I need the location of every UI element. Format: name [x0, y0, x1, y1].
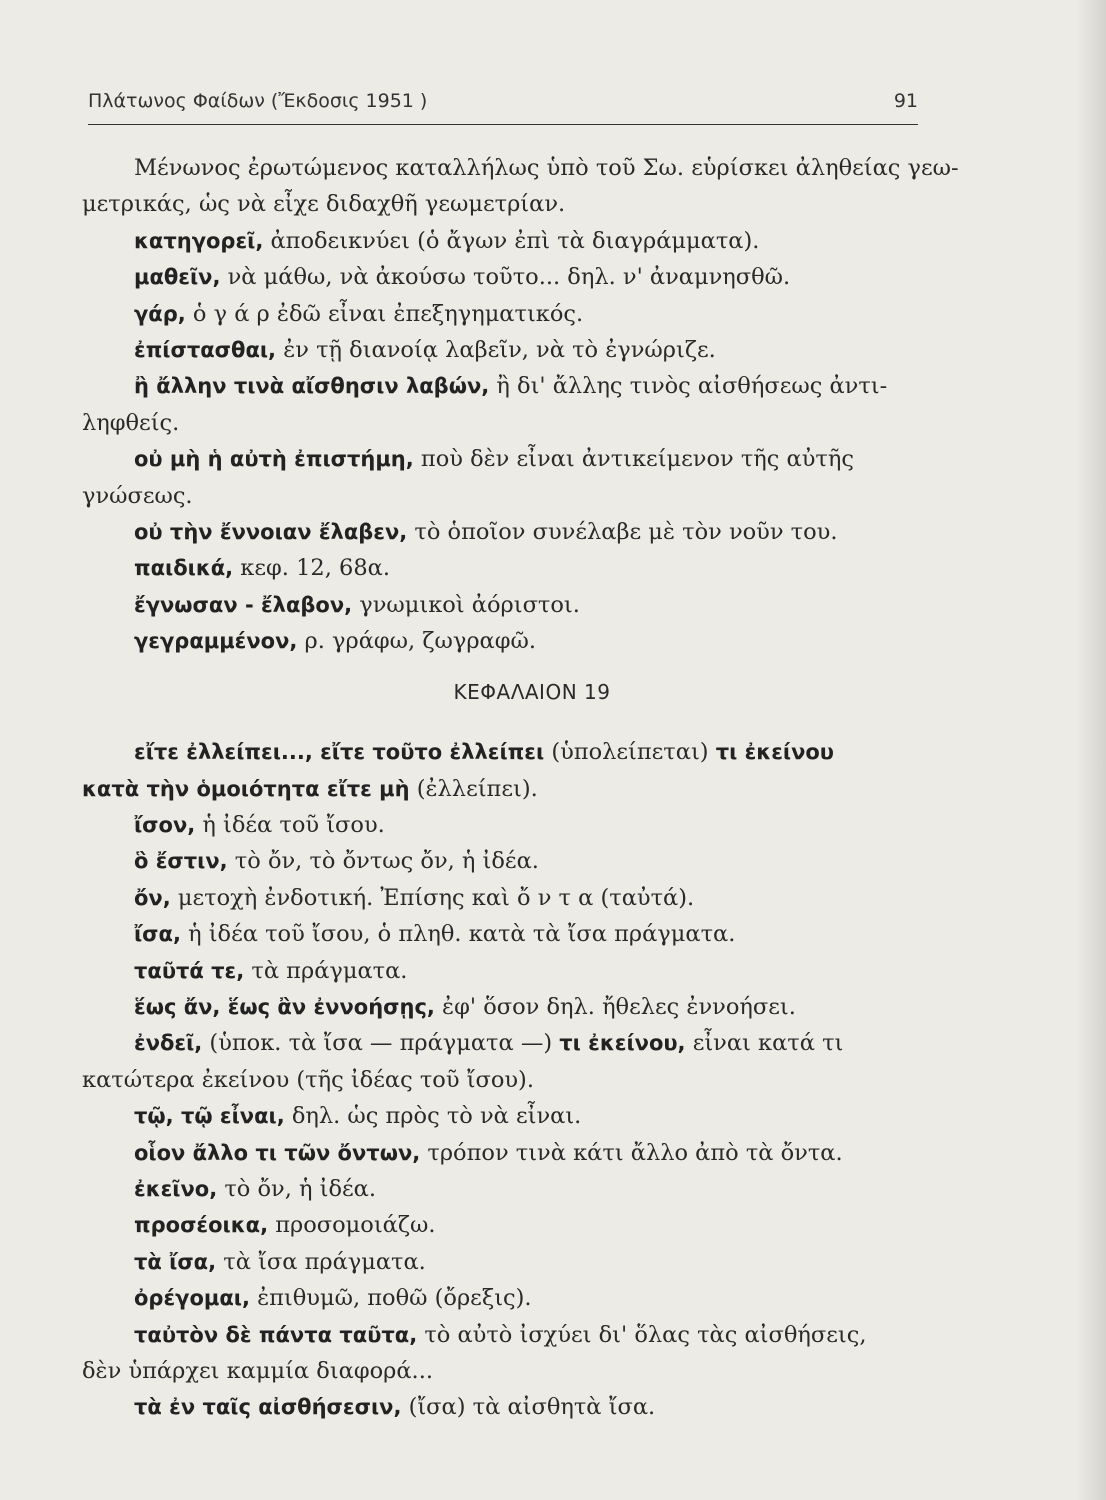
gloss-entry: [82, 1135, 922, 1171]
gloss-term: γάρ,: [134, 301, 186, 326]
gloss-entry: [82, 623, 922, 659]
gloss-definition: προσομοιάζω.: [268, 1212, 436, 1239]
gloss-entry: [82, 734, 922, 770]
gloss-definition: τὸ ὄν, τὸ ὄντως ὄν, ἡ ἰδέα.: [227, 848, 539, 875]
gloss-definition: ἡ ἰδέα τοῦ ἴσου, ὁ πληθ. κατὰ τὰ ἴσα πράγματα.: [180, 921, 736, 948]
chapter-heading: ΚΕΦΑΛΑΙΟΝ 19: [453, 679, 611, 704]
gloss-entry: [82, 1280, 922, 1316]
gloss-entry: [82, 1244, 922, 1280]
gloss-term: ἐπίστασθαι,: [134, 338, 277, 363]
gloss-term: παιδικά,: [134, 556, 234, 581]
gloss-continuation: ληφθείς.: [82, 409, 180, 436]
gloss-entry: [82, 587, 922, 623]
gloss-continuation: γνώσεως.: [82, 482, 193, 509]
gloss-entry: [82, 332, 922, 368]
page-edge-shadow: [1076, 0, 1106, 1500]
gloss-term: ἐκεῖνο,: [134, 1176, 218, 1201]
gloss-definition: (ἴσα) τὰ αἰσθητὰ ἴσα.: [401, 1394, 656, 1421]
gloss-term: ὄν,: [134, 885, 171, 910]
gloss-entry: [82, 514, 922, 550]
gloss-term: τῷ, τῷ εἶναι,: [134, 1104, 285, 1129]
gloss-definition: ὁ γ ά ρ ἐδῶ εἶναι ἐπεξηγηματικός.: [185, 300, 584, 327]
gloss-term: ταῦτά τε,: [134, 958, 245, 983]
gloss-term: οὐ τὴν ἔννοιαν ἔλαβεν,: [134, 520, 408, 545]
gloss-definition: (ἐλλείπει).: [409, 775, 538, 802]
gloss-entry: [82, 441, 922, 477]
page-header: [88, 90, 918, 125]
gloss-term: ἐνδεῖ,: [134, 1031, 203, 1056]
gloss-continuation: δὲν ὑπάρχει καμμία διαφορά...: [82, 1358, 434, 1384]
gloss-term: προσέοικα,: [134, 1213, 269, 1238]
page-number: 91: [893, 90, 918, 112]
gloss-term: τὰ ἴσα,: [134, 1249, 217, 1274]
gloss-entry: [82, 1025, 922, 1061]
gloss-entry: [82, 953, 922, 989]
gloss-definition: τὸ ὁποῖον συνέλαβε μὲ τὸν νοῦν του.: [407, 519, 838, 546]
gloss-continuation: κατώτερα ἐκείνου (τῆς ἰδέας τοῦ ἴσου).: [82, 1066, 534, 1093]
gloss-definition: τρόπον τινὰ κάτι ἄλλο ἀπὸ τὰ ὄντα.: [420, 1139, 843, 1166]
gloss-definition: εἶναι κατά τι: [685, 1030, 844, 1057]
page-body: [82, 150, 959, 1426]
gloss-term: εἴτε ἐλλείπει..., εἴτε τοῦτο ἐλλείπει: [134, 740, 545, 765]
gloss-definition: τὰ ἴσα πράγματα.: [216, 1248, 426, 1275]
gloss-entry: [82, 296, 922, 332]
gloss-entry: [82, 223, 922, 259]
gloss-definition: δηλ. ὡς πρὸς τὸ νὰ εἶναι.: [284, 1103, 582, 1130]
running-title: Πλάτωνος Φαίδων (Ἔκδοσις 1951 ): [88, 90, 428, 112]
gloss-term: ἔγνωσαν - ἔλαβον,: [134, 592, 353, 617]
gloss-entry: [82, 368, 922, 404]
gloss-definition: ἐν τῇ διανοίᾳ λαβεῖν, νὰ τὸ ἐγνώριζε.: [276, 337, 716, 364]
gloss-definition: ποὺ δὲν εἶναι ἀντικείμενον τῆς αὐτῆς: [413, 446, 854, 473]
gloss-term: κατηγορεῖ,: [134, 228, 264, 253]
gloss-definition: κεφ. 12, 68α.: [233, 555, 390, 582]
gloss-term: ταὐτὸν δὲ πάντα ταῦτα,: [134, 1322, 418, 1347]
gloss-definition: τὸ αὐτὸ ἰσχύει δι' ὅλας τὰς αἰσθήσεις,: [417, 1321, 867, 1348]
gloss-entry: [82, 1207, 922, 1243]
gloss-term: ὀρέγομαι,: [134, 1286, 250, 1311]
gloss-entry: [82, 259, 922, 295]
gloss-term: γεγραμμένον,: [134, 629, 298, 654]
gloss-term: ἴσα,: [134, 922, 181, 947]
text-line: μετρικάς, ὡς νὰ εἶχε διδαχθῆ γεωμετρίαν.: [82, 191, 566, 218]
gloss-continuation: [82, 771, 922, 807]
gloss-entry: [82, 880, 922, 916]
gloss-entry: [82, 1171, 922, 1207]
gloss-term: ἴσον,: [134, 812, 196, 837]
gloss-definition: μετοχὴ ἐνδοτική. Ἐπίσης καὶ ὄ ν τ α (ταὐτά).: [170, 884, 695, 911]
gloss-entry: [82, 916, 922, 952]
gloss-definition: τὸ ὄν, ἡ ἰδέα.: [217, 1175, 377, 1202]
gloss-entry: [82, 843, 922, 879]
gloss-term: οὐ μὴ ἡ αὐτὴ ἐπιστήμη,: [134, 447, 414, 472]
gloss-definition: ἢ δι' ἄλλης τινὸς αἰσθήσεως ἀντι-: [489, 373, 888, 400]
gloss-definition: νὰ μάθω, νὰ ἀκούσω τοῦτο... δηλ. ν' ἀναμνησθῶ.: [220, 264, 791, 291]
gloss-entry: [82, 550, 922, 586]
gloss-term: ὃ ἔστιν,: [134, 849, 228, 874]
gloss-definition: (ὑποκ. τὰ ἴσα — πράγματα —): [202, 1030, 560, 1057]
gloss-term: οἷον ἄλλο τι τῶν ὄντων,: [134, 1140, 421, 1165]
gloss-definition: ἡ ἰδέα τοῦ ἴσου.: [195, 811, 385, 838]
gloss-entry: [82, 1098, 922, 1134]
gloss-entry: [82, 1317, 922, 1353]
gloss-term: ἕως ἄν, ἕως ἂν ἐννοήσῃς,: [134, 994, 435, 1019]
gloss-term: ἢ ἄλλην τινὰ αἴσθησιν λαβών,: [134, 374, 490, 399]
gloss-definition: ρ. γράφω, ζωγραφῶ.: [297, 628, 536, 655]
gloss-definition: γνωμικοὶ ἀόριστοι.: [352, 591, 580, 618]
gloss-term: τὰ ἐν ταῖς αἰσθήσεσιν,: [134, 1395, 402, 1420]
gloss-entry: [82, 989, 922, 1025]
gloss-definition: ἀποδεικνύει (ὁ ἄγων ἐπὶ τὰ διαγράμματα).: [263, 227, 760, 254]
text-line: Μένωνος ἐρωτώμενος καταλλήλως ὑπὸ τοῦ Σω. εὑρίσκει ἀληθείας γεω-: [134, 155, 959, 181]
gloss-term: τι ἐκείνου,: [559, 1031, 686, 1056]
gloss-term: τι ἐκείνου: [715, 740, 834, 765]
gloss-definition: ἐφ' ὅσον δηλ. ἤθελες ἐννοήσει.: [434, 993, 796, 1020]
gloss-entry: [82, 1389, 922, 1425]
gloss-definition: (ὑπολείπεται): [544, 739, 716, 766]
gloss-definition: ἐπιθυμῶ, ποθῶ (ὄρεξις).: [249, 1285, 532, 1312]
gloss-term: κατὰ τὴν ὁμοιότητα εἴτε μὴ: [82, 776, 410, 801]
gloss-entry: [82, 807, 922, 843]
gloss-term: μαθεῖν,: [134, 265, 221, 290]
gloss-definition: τὰ πράγματα.: [244, 957, 408, 984]
